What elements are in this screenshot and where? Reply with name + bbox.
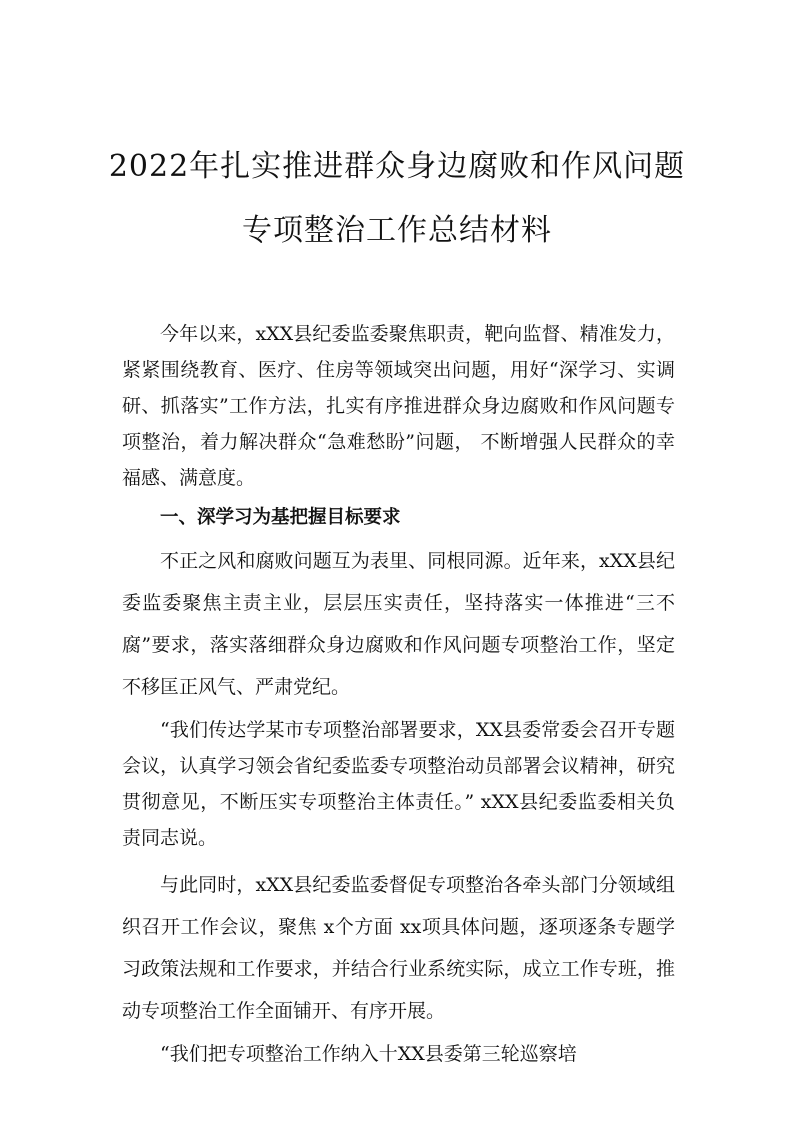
section-heading-1: 一、深学习为基把握目标要求 xyxy=(160,507,401,528)
paragraph-quote-1: “我们传达学某市专项整治部署要求，XX县委常委会召开专题会议，认真学习领会省纪委监委专项整治动员部署会议精神，研究贯彻意见，不断压实专项整治主体责任。” xXX县纪委监委相关负责同志说。 xyxy=(122,719,675,849)
paragraph-meanwhile: 与此同时，xXX县纪委监委督促专项整治各牵头部门分领域组织召开工作会议，聚焦 x个方面 xx项具体问题，逐项逐条专题学习政策法规和工作要求，并结合行业系统实际，成立工作专班，推动专项整治工作全面铺开、有序开展。 xyxy=(122,874,675,1022)
paragraph-quote-2: “我们把专项整治工作纳入十XX县委第三轮巡察培 xyxy=(160,1043,577,1065)
document-body xyxy=(122,316,675,1072)
document-title-line-2: 专项整治工作总结材料 xyxy=(242,213,552,248)
document-title-line-1: 2022年扎实推进群众身边腐败和作风问题 xyxy=(108,149,686,184)
paragraph-section-1: 不正之风和腐败问题互为表里、同根同源。近年来，xXX县纪委监委聚焦主责主业，层层压实责任，坚持落实一体推进“三不腐”要求，落实落细群众身边腐败和作风问题专项整治工作，坚定不移匡正风气、严肃党纪。 xyxy=(122,550,675,698)
paragraph-intro: 今年以来，xXX县纪委监委聚焦职责，靶向监督、精准发力，紧紧围绕教育、医疗、住房等领域突出问题，用好“深学习、实调研、抓落实”工作方法，扎实有序推进群众身边腐败和作风问题专项整治，着力解决群众“急难愁盼”问题， 不断增强人民群众的幸福感、满意度。 xyxy=(122,323,675,489)
